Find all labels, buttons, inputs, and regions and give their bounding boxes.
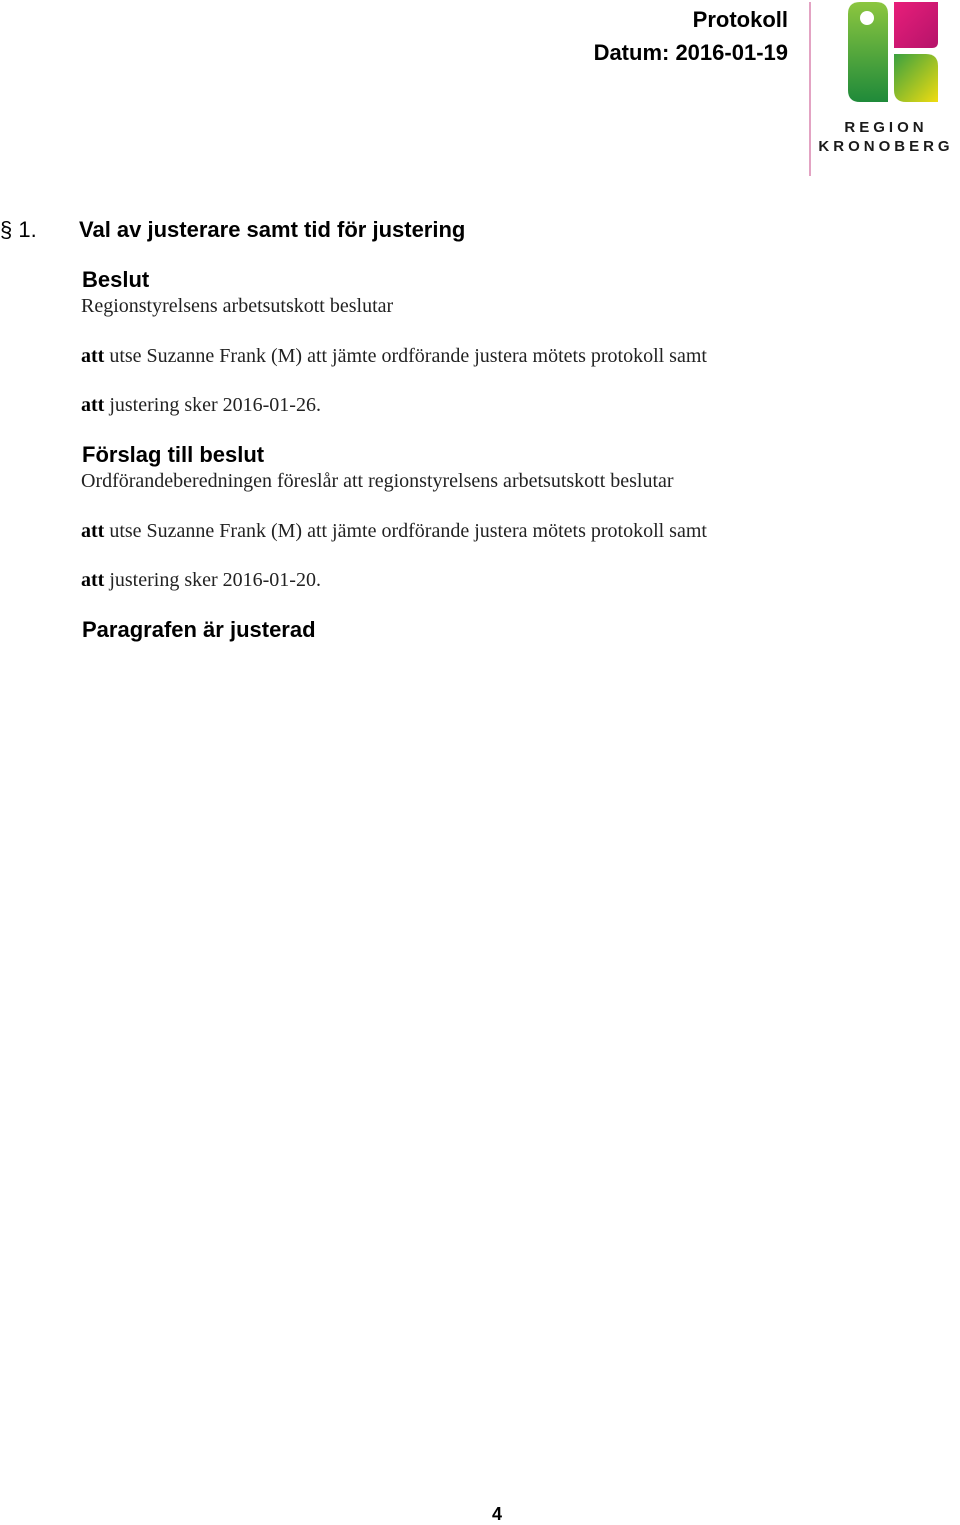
document-date: Datum: 2016-01-19	[593, 40, 788, 65]
beslut-item-2	[81, 394, 321, 417]
beslut-item-1-text: utse Suzanne Frank (M) att jämte ordförande justera mötets protokoll samt	[109, 345, 707, 367]
region-kronoberg-logo-icon	[846, 0, 942, 104]
closing-statement: Paragrafen är justerad	[82, 617, 316, 642]
forslag-item-1-text: utse Suzanne Frank (M) att jämte ordförande justera mötets protokoll samt	[109, 520, 707, 542]
beslut-heading: Beslut	[82, 267, 150, 292]
page-number: 4	[491, 1504, 502, 1524]
beslut-item-1	[81, 345, 707, 368]
document-type: Protokoll	[692, 7, 788, 32]
beslut-item-2-text: justering sker 2016-01-26.	[109, 394, 321, 416]
forslag-item-1	[81, 520, 707, 543]
logo-dot	[860, 11, 874, 25]
beslut-item-1-keyword: att	[81, 345, 105, 367]
forslag-item-1-keyword: att	[81, 520, 105, 542]
forslag-item-2	[81, 569, 321, 592]
forslag-item-2-text: justering sker 2016-01-20.	[109, 569, 321, 591]
logo-text-kronoberg: KRONOBERG	[818, 138, 954, 155]
logo-magenta-shape	[894, 2, 938, 48]
beslut-intro: Regionstyrelsens arbetsutskott beslutar	[81, 295, 394, 317]
forslag-heading: Förslag till beslut	[82, 442, 265, 467]
logo-text-region: REGION	[844, 119, 928, 136]
forslag-item-2-keyword: att	[81, 569, 105, 591]
section-number: § 1.	[0, 217, 37, 242]
beslut-item-2-keyword: att	[81, 394, 105, 416]
section-title: Val av justerare samt tid för justering	[79, 217, 466, 242]
header-divider	[809, 2, 811, 176]
logo-yellow-shape	[894, 54, 938, 102]
forslag-intro: Ordförandeberedningen föreslår att regionstyrelsens arbetsutskott beslutar	[81, 470, 674, 492]
